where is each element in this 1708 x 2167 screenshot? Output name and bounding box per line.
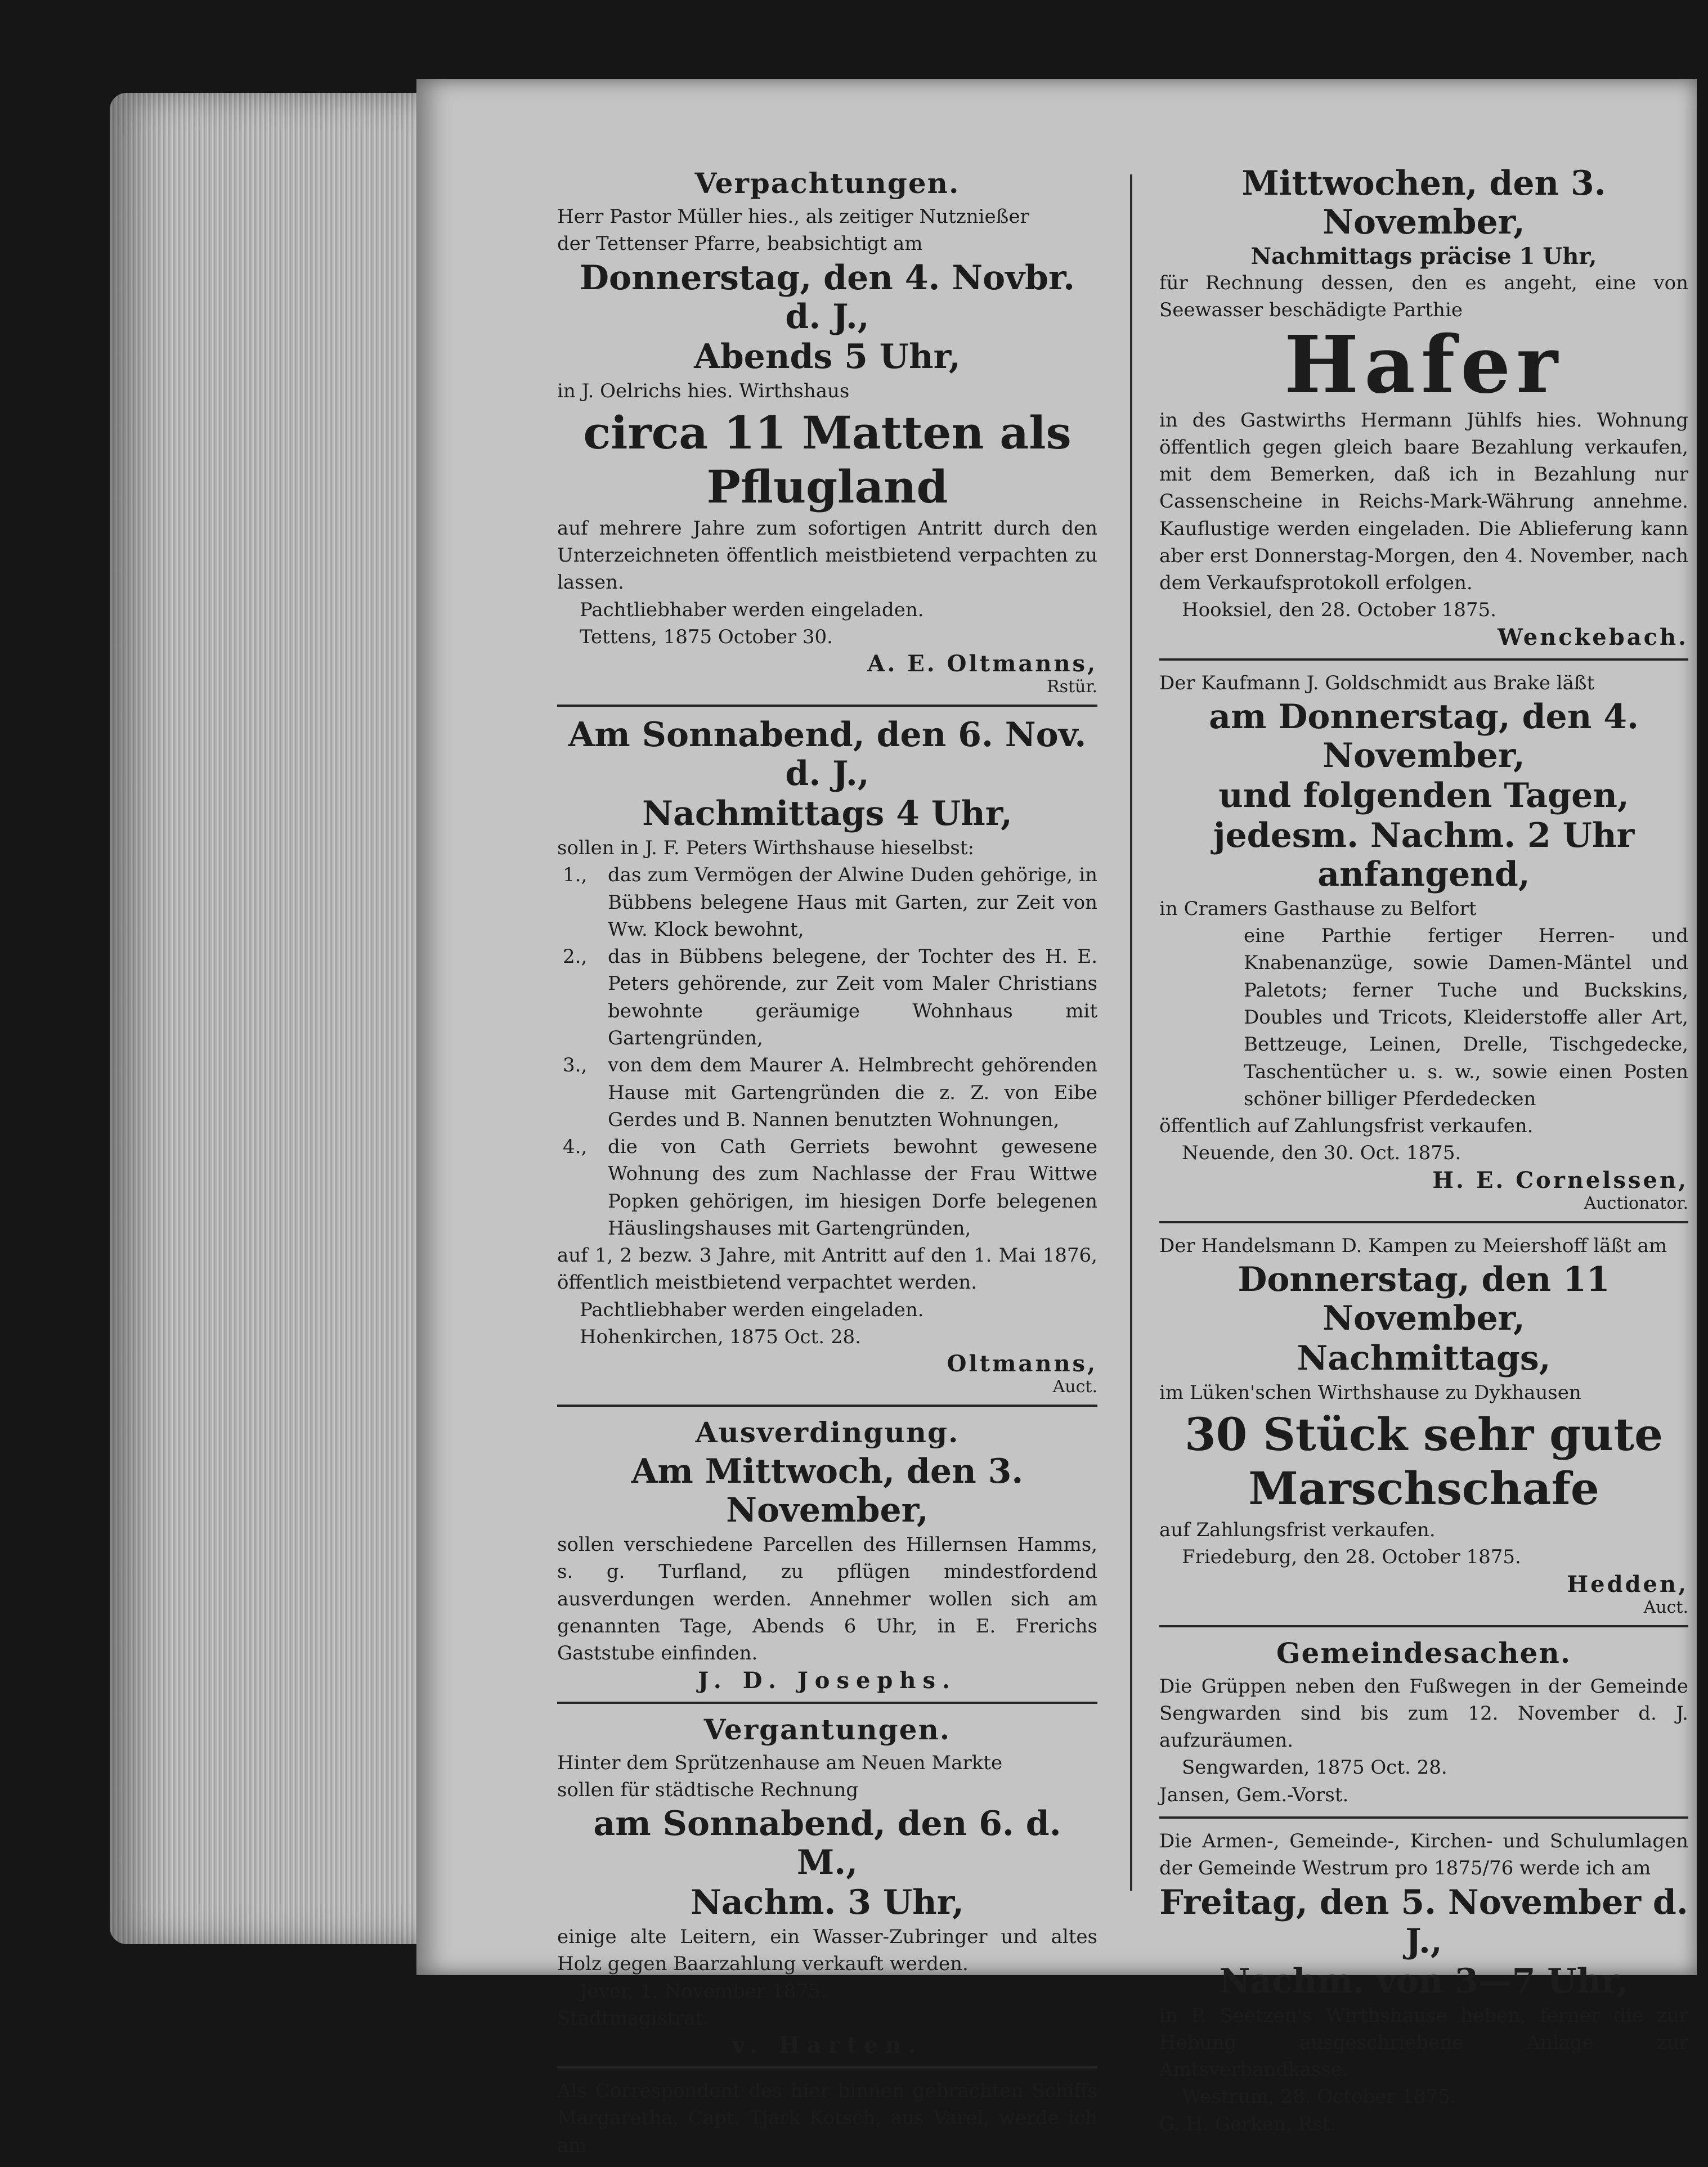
section-heading: Verpachtungen. [694,167,960,200]
ad-time: Nachm. von 3—7 Uhr, [1219,1961,1629,2001]
item-text: das zum Vermögen der Alwine Duden gehörige, in Bübbens belegene Haus mit Garten, zur Zeit von Ww. Klock bewohnt, [608,864,1097,941]
ad-signature: A. E. Oltmanns, [867,650,1097,678]
ad-intro: Der Kaufmann J. Goldschmidt aus Brake läßt [1159,671,1595,694]
ad-hafer [1159,164,1688,650]
ad-signature: Jansen, Gem.-Vorst. [1159,1783,1349,1806]
ad-signature: H. E. Cornelssen, [1432,1166,1688,1194]
ad-body: Die Grüppen neben den Fußwegen in der Gemeinde Sengwarden sind bis zum 12. November d. J. aufzuräumen. [1159,1675,1688,1752]
ad-intro: Der Handelsmann D. Kampen zu Meiershoff läßt am [1159,1234,1667,1257]
ad-dateline: Hooksiel, den 28. October 1875. [1182,599,1496,622]
ad-signature-line: Stadtmagistrat. [557,2007,709,2030]
ad-date: Freitag, den 5. November d. J., [1159,1882,1688,1961]
ad-body: auf 1, 2 bezw. 3 Jahre, mit Antritt auf den 1. Mai 1876, öffentlich meistbietend verpachtet werden. [557,1244,1097,1294]
ad-role: Auct. [1052,1377,1097,1397]
ad-dateline: Neuende, den 30. Oct. 1875. [1182,1142,1462,1165]
ad-invite: Pachtliebhaber werden eingeladen. [580,1298,924,1321]
ad-signature: v. Harten. [732,2032,923,2059]
ad-signature: J. D. Josephs. [698,1667,957,1694]
ad-dateline: Tettens, 1875 October 30. [580,625,833,648]
ad-intro: sollen in J. F. Peters Wirthshause hieselbst: [557,837,974,860]
ad-intro: Hinter dem Sprützenhause am Neuen Markte [557,1751,1003,1774]
ad-body: öffentlich auf Zahlungsfrist verkaufen. [1159,1115,1534,1138]
ad-separator [1159,1221,1688,1223]
ad-dateline: Hohenkirchen, 1875 Oct. 28. [580,1325,861,1348]
ad-sonnabend-verpachtung [557,716,1097,1397]
ad-dateline: Westrum, 28. October 1875. [1182,2085,1456,2108]
ad-body: in des Gastwirths Hermann Jühlfs hies. Wohnung öffentlich gegen gleich baare Bezahlung verkaufen, mit dem Bemerken, daß ich in Bezahlung nur Cassenscheine in Reichs-Mark-Währung annehme. Kauflustige werden eingeladen. Die Ablieferung kann aber erst Donnerstag-Morgen, den 4. November, nach dem Verkaufsprotokoll erfolgen. [1159,409,1688,595]
ad-time: Nachm. 3 Uhr, [691,1883,964,1923]
ad-intro: der Tettenser Pfarre, beabsichtigt am [557,232,923,255]
section-heading: Gemeindesachen. [1276,1636,1572,1670]
ad-verpachtungen [557,167,1097,697]
ad-date: Am Mittwoch, den 3. November, [631,1452,1024,1531]
ad-signature: Wenckebach. [1498,623,1688,650]
book-page-edges [110,93,425,1944]
ad-intro: Die Armen-, Gemeinde-, Kirchen- und Schulumlagen der Gemeinde Westrum pro 1875/76 werde ich am [1159,1829,1688,1880]
item-text: von dem dem Maurer A. Helmbrecht gehörenden Hause mit Gartengründen die z. Z. von Eibe Gerdes und B. Nannen benutzten Wohnungen, [608,1054,1097,1131]
ad-intro: für Rechnung dessen, den es angeht, eine von Seewasser beschädigte Parthie [1159,272,1688,322]
ad-dateline: Sengwarden, 1875 Oct. 28. [1182,1756,1447,1779]
list-item [557,1133,1097,1242]
ad-westrum [1159,1828,1688,2138]
ad-ausverdingung [557,1416,1097,1693]
ad-separator [557,2066,1097,2069]
ad-place: in Cramers Gasthause zu Belfort [1159,897,1477,920]
ad-date: Donnerstag, den 11 November, [1238,1259,1610,1338]
item-number: 4., [563,1136,588,1159]
ad-intro: sollen für städtische Rechnung [557,1778,859,1801]
newspaper-page [416,79,1697,2157]
ad-role: Rstür. [1047,677,1097,697]
ad-separator [557,1702,1097,1704]
ad-time: Nachmittags, [1297,1338,1551,1378]
ad-separator [557,1405,1097,1407]
ad-kampen [1159,1232,1688,1617]
list-item [557,1052,1097,1133]
ad-date: Am Sonnabend, den 6. Nov. d. J., [568,715,1087,794]
ad-object: Pflugland [706,460,948,513]
ad-date: Donnerstag, den 4. Novbr. d. J., [579,258,1075,337]
ad-gemeindesachen [1159,1636,1688,1809]
ad-separator [1159,1816,1688,1819]
ad-invite: Pachtliebhaber werden eingeladen. [580,598,924,621]
ad-body: sollen verschiedene Parcellen des Hillernsen Hamms, s. g. Turfland, zu pflügen mindestfordend ausverdungen werden. Annehmer wollen sich am genannten Tage, Abends 6 Uhr, in E. Frerichs Gaststube einfinden. [557,1533,1097,1665]
ad-role: Auct. [1643,1597,1688,1617]
ad-object: circa 11 Matten als [583,406,1072,459]
ad-dateline: Jever, 1. November 1875. [580,1980,827,2003]
ad-separator [557,705,1097,707]
ad-signature: Oltmanns, [947,1351,1097,1378]
ad-time: Nachmittags 4 Uhr, [642,794,1012,834]
ad-date: am Donnerstag, den 4. November, [1209,697,1639,775]
ad-place: in J. Oelrichs hies. Wirthshaus [557,379,850,402]
ad-body: einige alte Leitern, ein Wasser-Zubringer und altes Holz gegen Baarzahlung verkauft werden. [557,1926,1097,1976]
item-number: 1., [563,864,588,887]
left-column [557,163,1097,2167]
ad-body: in P. Seetzen's Wirthshause heben, ferner die zur Hebung ausgeschriebene Anlage zur Amtsverbandkasse. [1159,2004,1688,2081]
ad-object: Hafer [1284,318,1564,411]
list-item [557,943,1097,1052]
ad-signature: Hedden, [1567,1571,1688,1598]
section-heading: Ausverdingung. [695,1416,960,1450]
ad-object: Marschschafe [1248,1462,1599,1515]
section-heading: Vergantungen. [703,1712,951,1746]
ad-signature: G. H. Gerken, Rst. [1159,2112,1337,2135]
item-number: 2., [563,945,588,968]
item-text: das in Bübbens belegene, der Tochter des H. E. Peters gehörende, zur Zeit vom Maler Christians bewohnte geräumige Wohnhaus mit Gartengründen, [608,945,1097,1049]
ad-object: 30 Stück sehr gute [1184,1408,1664,1461]
ad-dateline: Friedeburg, den 28. October 1875. [1182,1546,1521,1569]
ad-separator [1159,1625,1688,1627]
ad-place: im Lüken'schen Wirthshause zu Dykhausen [1159,1381,1581,1404]
ad-date-continued: und folgenden Tagen, [1218,775,1629,815]
ad-separator [1159,658,1688,661]
ad-body: auf Zahlungsfrist verkaufen. [1159,1519,1436,1542]
ad-date: am Sonnabend, den 6. d. M., [593,1804,1061,1883]
list-item [557,862,1097,943]
ad-body: Als Correspondent des hier binnen gebrachten Schiffs Margaretha, Capt. Tjark Kotsch, aus Varel, werde ich am [557,2080,1097,2157]
ad-time: Nachmittags präcise 1 Uhr, [1250,243,1597,270]
ad-body: auf mehrere Jahre zum sofortigen Antritt durch den Unterzeichneten öffentlich meistbietend verpachten zu lassen. [557,517,1097,594]
ad-time: jedesm. Nachm. 2 Uhr anfangend, [1213,815,1635,894]
ad-role: Auctionator. [1584,1193,1688,1213]
ad-correspondent [557,2078,1097,2159]
ad-date: Mittwochen, den 3. November, [1241,164,1606,242]
right-column [1159,163,1688,2146]
ad-time: Abends 5 Uhr, [694,337,961,376]
column-rule [1130,174,1132,1891]
ad-vergantungen [557,1713,1097,2059]
ad-goldschmidt [1159,670,1688,1213]
ad-intro: Herr Pastor Müller hies., als zeitiger Nutznießer [557,205,1029,228]
item-number: 3., [563,1054,588,1077]
ad-goods: eine Parthie fertiger Herren- und Knabenanzüge, sowie Damen-Mäntel und Paletots; ferner Tuche und Buckskins, Doubles und Tricots, Kleiderstoffe aller Art, Bettzeuge, Leinen, Drelle, Tischgedecke, Taschentücher u. s. w., sowie einen Posten schöner billiger Pferdedecken [1244,925,1688,1110]
item-text: die von Cath Gerriets bewohnt gewesene Wohnung des zum Nachlasse der Frau Wittwe Popken gehörigen, im hiesigen Dorfe belegenen Häuslingshauses mit Gartengründen, [608,1136,1097,1240]
